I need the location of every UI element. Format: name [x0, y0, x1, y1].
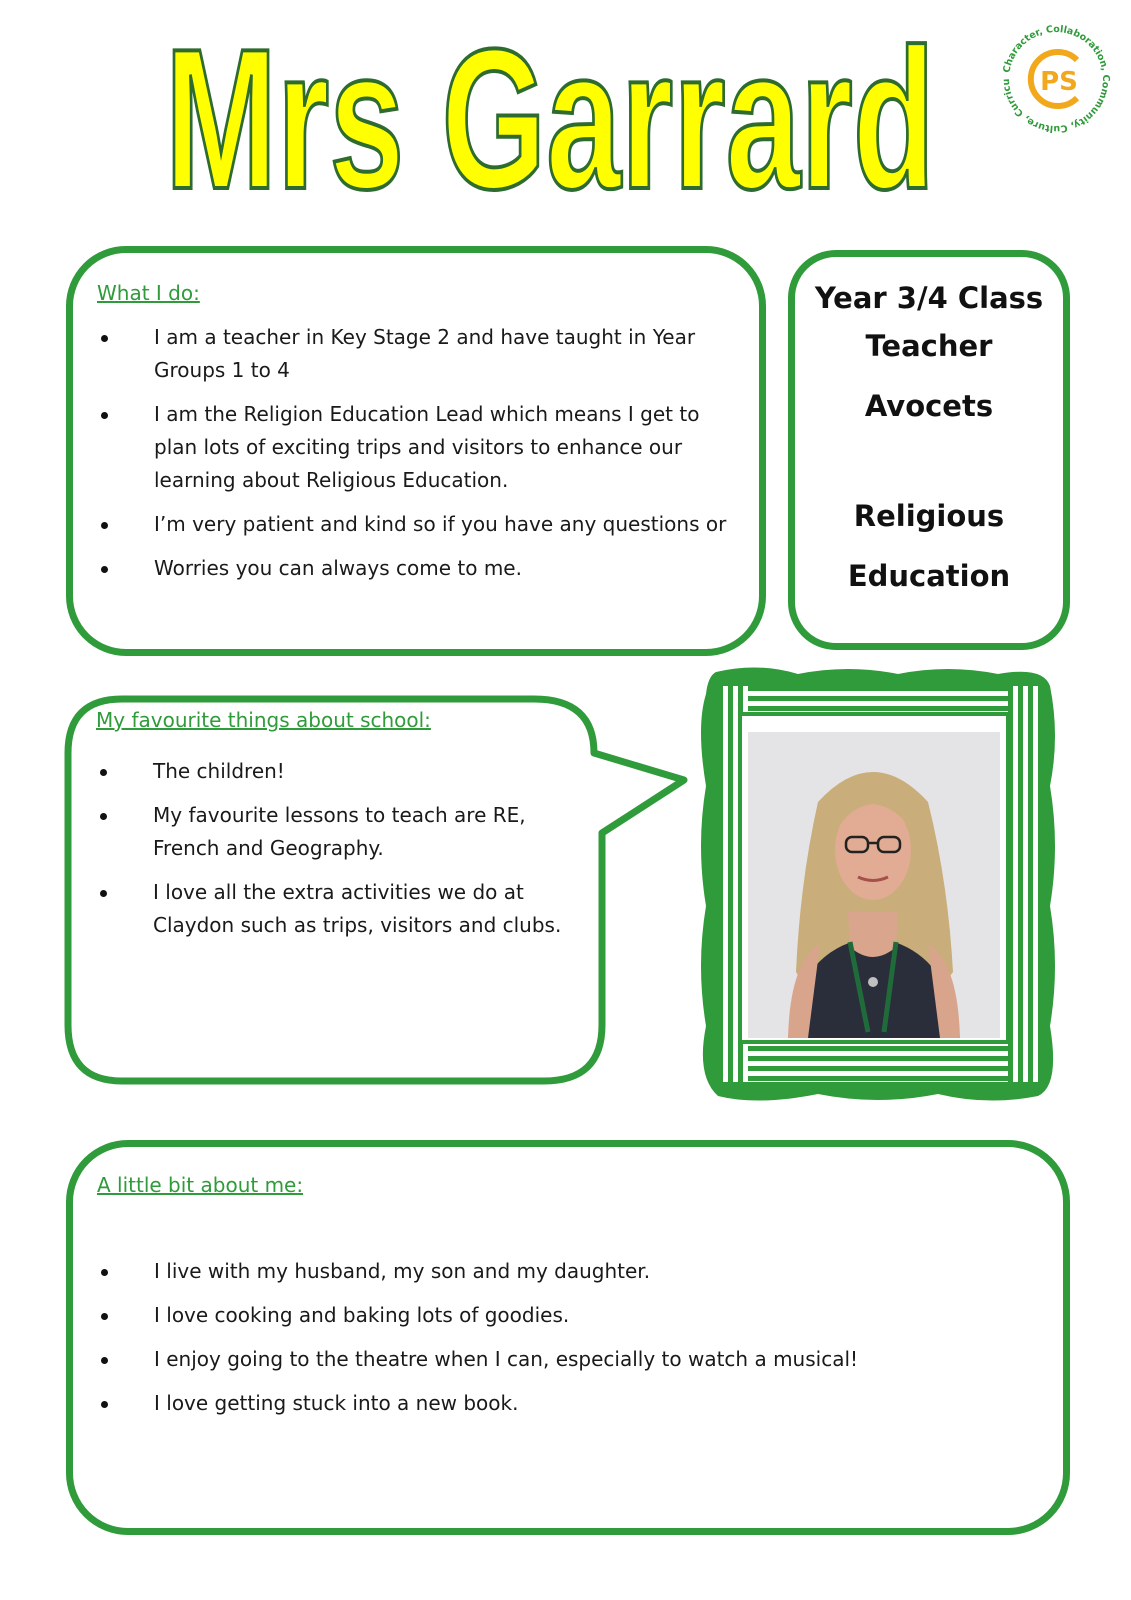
list-item: I love all the extra activities we do at Claydon such as trips, visitors and clubs.: [98, 876, 578, 942]
what-i-do-box: [66, 246, 766, 656]
page-title: [150, 20, 950, 210]
favourite-things-list: [98, 755, 578, 953]
subject-label-line2: Education: [847, 559, 1011, 593]
title-text: Mrs Garrard: [165, 20, 935, 210]
class-name-label: Avocets: [864, 389, 994, 423]
list-item: I am a teacher in Key Stage 2 and have taught in Year Groups 1 to 4: [99, 321, 739, 387]
list-item: I live with my husband, my son and my daughter.: [99, 1255, 1039, 1288]
list-item: I enjoy going to the theatre when I can, especially to watch a musical!: [99, 1343, 1039, 1376]
list-item: I am the Religion Education Lead which means I get to plan lots of exciting trips and visitors to enhance our learning about Religious Education.: [99, 398, 739, 497]
about-me-box: [66, 1140, 1070, 1535]
favourite-things-bubble: [64, 695, 724, 1085]
what-i-do-heading: What I do:: [97, 281, 200, 305]
school-logo: [995, 18, 1117, 140]
list-item: I’m very patient and kind so if you have any questions or: [99, 508, 739, 541]
list-item: The children!: [98, 755, 578, 788]
subject-label-line1: Religious: [853, 499, 1005, 533]
class-year-label: Year 3/4 Class: [814, 281, 1044, 315]
about-me-heading: A little bit about me:: [97, 1173, 304, 1197]
about-me-list: [99, 1255, 1039, 1431]
what-i-do-list: [99, 321, 739, 596]
favourite-things-heading: My favourite things about school:: [96, 708, 431, 732]
logo-ring-text: Character, Collaboration, Community, Culture, Curricu: [1000, 23, 1112, 135]
list-item: I love cooking and baking lots of goodies.: [99, 1299, 1039, 1332]
class-info-box: [788, 250, 1070, 650]
list-item: I love getting stuck into a new book.: [99, 1387, 1039, 1420]
svg-text:PS: PS: [1040, 67, 1078, 97]
teacher-photo: [748, 732, 1000, 1038]
list-item: My favourite lessons to teach are RE, French and Geography.: [98, 799, 578, 865]
class-role-label: Teacher: [865, 329, 993, 363]
list-item: Worries you can always come to me.: [99, 552, 739, 585]
